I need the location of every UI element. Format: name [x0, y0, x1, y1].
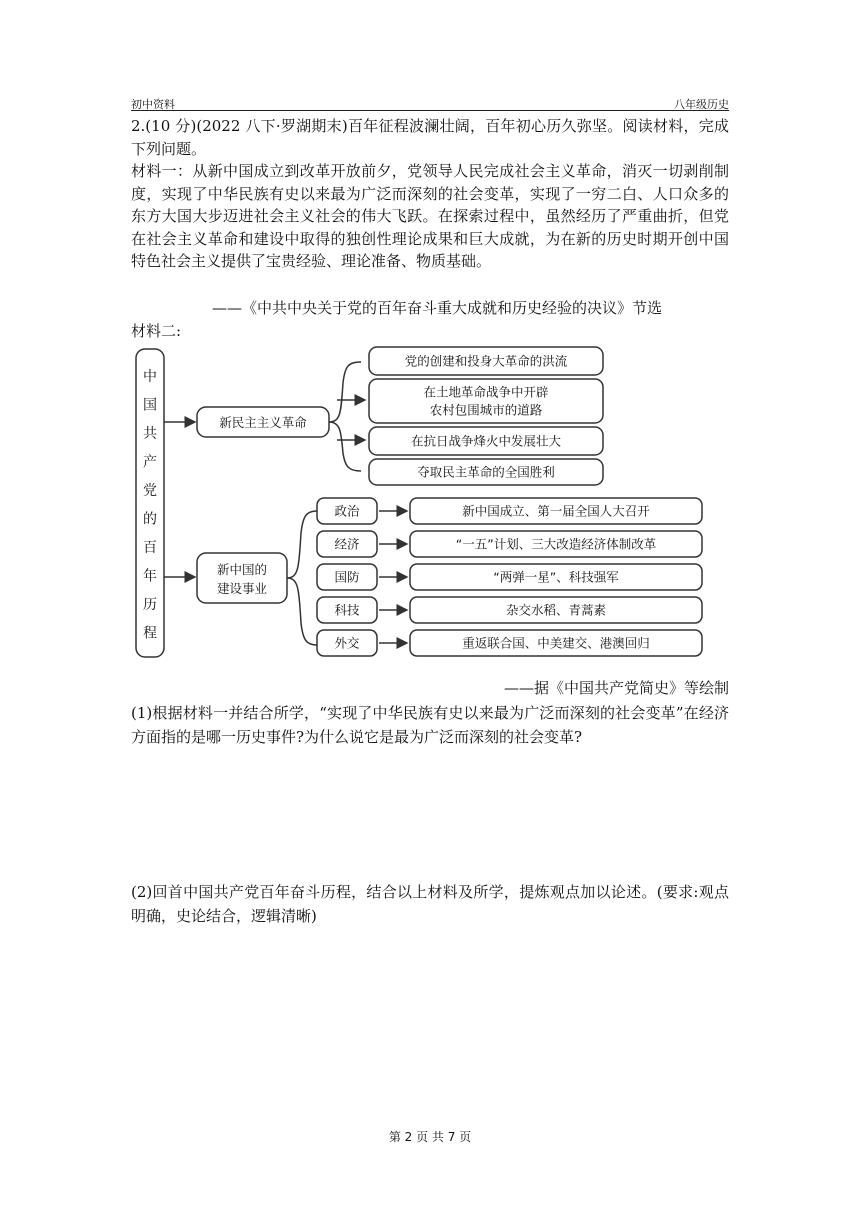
material-1-source: ——《中共中央关于党的百年奋斗重大成就和历史经验的决议》节选: [212, 299, 663, 317]
brace-b2-bottom: [287, 578, 317, 645]
branch1-item-text: 党的创建和投身大革命的洪流: [404, 353, 568, 369]
question-intro: 2.(10 分)(2022 八下·罗湖期末)百年征程波澜壮阔，百年初心历久弥坚。阅读材料，完成下列问题。: [131, 117, 729, 158]
root-char: 程: [143, 625, 157, 642]
category-label: 科技: [334, 602, 360, 618]
root-char: 共: [143, 426, 157, 442]
root-char: 的: [143, 511, 157, 528]
branch1-item-text: 农村包围城市的道路: [429, 402, 543, 418]
page-header: [131, 96, 729, 111]
category-label: 外交: [334, 635, 360, 651]
category-label: 政治: [334, 503, 360, 519]
root-char: 中: [143, 369, 157, 385]
diagram-svg: [131, 343, 729, 665]
branch2-label-line1: 新中国的: [216, 562, 268, 577]
branch1-item-text: 在抗日战争烽火中发展壮大: [410, 433, 562, 449]
branch2-label-line2: 建设事业: [216, 581, 268, 596]
sub-question-2: (2)回首中国共产党百年奋斗历程，结合以上材料及所学，提炼观点加以论述。(要求:观点明确，史论结合，逻辑清晰): [131, 883, 729, 925]
category-label: 国防: [334, 569, 360, 585]
header-left: 初中资料: [131, 98, 175, 111]
page-footer: 第 2 页 共 7 页: [388, 1130, 472, 1144]
achievement-text: “两弹一星”、科技强军: [493, 569, 619, 585]
brace-b2-top: [287, 511, 317, 578]
question-body: [131, 115, 729, 273]
material-2-source: ——据《中国共产党简史》等绘制: [503, 679, 729, 697]
brace-b1-bottom: [329, 422, 361, 471]
material-2-label: 材料二:: [131, 322, 182, 340]
branch1-label: 新民主主义革命: [219, 415, 307, 430]
achievement-text: 新中国成立、第一届全国人大召开: [462, 503, 650, 519]
root-char: 历: [143, 597, 157, 613]
root-char: 国: [143, 397, 157, 414]
root-char: 产: [143, 454, 157, 471]
brace-b1-top: [329, 362, 361, 422]
achievement-text: 杂交水稻、青蒿素: [505, 602, 607, 618]
branch1-item-text: 夺取民主革命的全国胜利: [417, 464, 555, 480]
sub-question-1: (1)根据材料一并结合所学，“实现了中华民族有史以来最为广泛而深刻的社会变革”在经济方面指的是哪一历史事件?为什么说它是最为广泛而深刻的社会变革?: [131, 704, 729, 746]
achievement-text: “一五”计划、三大改造经济体制改革: [455, 536, 657, 552]
root-char: 年: [143, 568, 157, 585]
root-char: 百: [143, 540, 157, 556]
root-char: 党: [143, 483, 157, 499]
achievement-text: 重返联合国、中美建交、港澳回归: [462, 635, 650, 651]
material-1: 材料一：从新中国成立到改革开放前夕，党领导人民完成社会主义革命，消灭一切剥削制度，实现了中华民族有史以来最为广泛而深刻的社会变革，实现了一穷二白、人口众多的东方大国大步迈进社会主义社会的伟大飞跃。在探索过程中，虽然经历了严重曲折，但党在社会主义革命和建设中取得的独创性理论成果和巨大成就，为在新的历史时期开创中国特色社会主义提供了宝贵经验、理论准备、物质基础。: [131, 162, 729, 270]
category-label: 经济: [334, 536, 360, 552]
history-diagram: [131, 343, 729, 665]
header-right: 八年级历史: [674, 98, 729, 111]
branch1-item-text: 在土地革命战争中开辟: [423, 384, 549, 400]
